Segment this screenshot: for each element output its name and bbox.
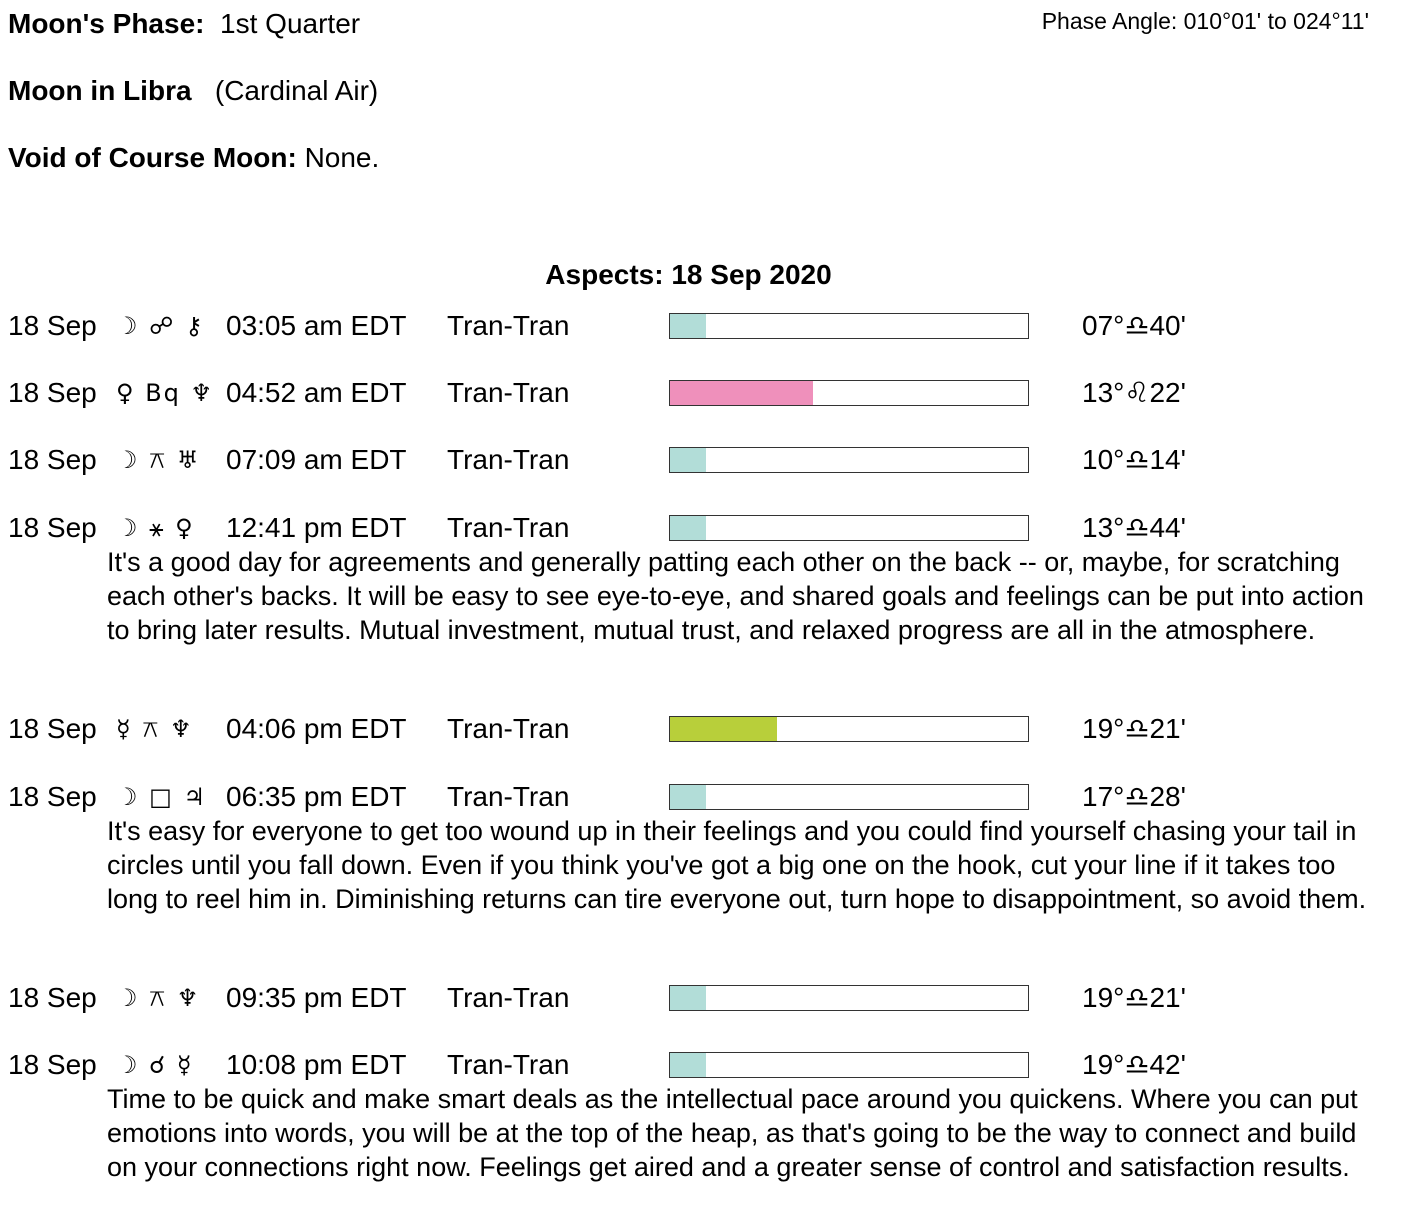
aspect-position: 13°♌22' xyxy=(1082,377,1186,408)
aspect-position: 19°♎42' xyxy=(1082,1049,1186,1080)
aspect-row xyxy=(0,440,1407,480)
aspect-time: 07:09 am EDT xyxy=(226,444,407,475)
aspect-glyphs: ☽ ⚹ ♀ xyxy=(116,514,195,542)
aspect-row xyxy=(0,978,1407,1018)
aspect-type: Tran-Tran xyxy=(447,1049,570,1080)
aspect-type: Tran-Tran xyxy=(447,310,570,341)
aspect-interpretation: It's a good day for agreements and generally patting each other on the back -- or, maybe, for scratching each other's backs. It will be easy to see eye-to-eye, and shared goals and feelings can be put into action to bring later results. Mutual investment, mutual trust, and relaxed progress are all in the atmosphere. xyxy=(107,547,1364,645)
aspect-time: 10:08 pm EDT xyxy=(226,1049,407,1080)
strength-bar-fill xyxy=(670,785,706,809)
strength-bar-fill xyxy=(670,717,777,741)
strength-bar-fill xyxy=(670,1053,706,1077)
aspect-date: 18 Sep xyxy=(8,713,97,744)
aspect-position: 07°♎40' xyxy=(1082,310,1186,341)
aspect-date: 18 Sep xyxy=(8,982,97,1013)
aspect-glyphs: ☽ ⚻ ♆ xyxy=(116,984,201,1012)
aspect-glyphs: ☽ ☌ ☿ xyxy=(116,1051,194,1079)
aspect-glyphs: ☿ ⚻ ♆ xyxy=(116,715,194,743)
aspect-position: 13°♎44' xyxy=(1082,512,1186,543)
aspect-glyphs: ☽ ☍ ⚷ xyxy=(116,312,205,340)
aspect-interpretation: Time to be quick and make smart deals as the intellectual pace around you quickens. Where you can put emotions into words, you will be at the top of the heap, as that's going to be the way to connect and build on your connections right now. Feelings get aired and a greater sense of control and satisfaction results. xyxy=(107,1084,1358,1182)
aspect-row xyxy=(0,777,1407,817)
strength-bar xyxy=(669,313,1029,339)
aspect-glyphs: ☽ ⚻ ♅ xyxy=(116,446,201,474)
aspect-type: Tran-Tran xyxy=(447,444,570,475)
aspect-type: Tran-Tran xyxy=(447,713,570,744)
aspect-type: Tran-Tran xyxy=(447,377,570,408)
aspects-title: Aspects: 18 Sep 2020 xyxy=(545,259,832,290)
moon-sign-line xyxy=(8,75,378,107)
aspect-type: Tran-Tran xyxy=(447,781,570,812)
aspect-time: 09:35 pm EDT xyxy=(226,982,407,1013)
phase-angle: Phase Angle: 010°01' to 024°11' xyxy=(1041,8,1369,34)
strength-bar xyxy=(669,380,1029,406)
aspect-position: 10°♎14' xyxy=(1082,444,1186,475)
aspect-time: 04:06 pm EDT xyxy=(226,713,407,744)
aspect-date: 18 Sep xyxy=(8,512,97,543)
aspect-position: 17°♎28' xyxy=(1082,781,1186,812)
aspect-row xyxy=(0,306,1407,346)
moon-phase-value: 1st Quarter xyxy=(220,8,361,39)
moon-phase-label: Moon's Phase: xyxy=(8,8,205,39)
moon-sign-element: (Cardinal Air) xyxy=(214,75,379,106)
aspect-row xyxy=(0,508,1407,548)
strength-bar xyxy=(669,985,1029,1011)
aspect-date: 18 Sep xyxy=(8,781,97,812)
aspect-glyphs: ♀ Bq ♆ xyxy=(116,379,215,407)
aspect-row xyxy=(0,1045,1407,1085)
aspect-row xyxy=(0,709,1407,749)
strength-bar xyxy=(669,784,1029,810)
void-of-course-value: None. xyxy=(304,142,380,173)
strength-bar-fill xyxy=(670,986,706,1010)
strength-bar xyxy=(669,515,1029,541)
strength-bar xyxy=(669,716,1029,742)
void-of-course-label: Void of Course Moon: xyxy=(8,142,297,173)
aspect-date: 18 Sep xyxy=(8,377,97,408)
aspect-position: 19°♎21' xyxy=(1082,713,1186,744)
moon-sign-label: Moon in Libra xyxy=(8,75,192,106)
aspect-position: 19°♎21' xyxy=(1082,982,1186,1013)
void-of-course-line xyxy=(8,142,379,174)
strength-bar xyxy=(669,1052,1029,1078)
aspect-date: 18 Sep xyxy=(8,310,97,341)
aspect-glyphs: ☽ □ ♃ xyxy=(116,783,207,811)
strength-bar-fill xyxy=(670,516,706,540)
aspect-time: 12:41 pm EDT xyxy=(226,512,407,543)
aspect-type: Tran-Tran xyxy=(447,512,570,543)
aspect-date: 18 Sep xyxy=(8,1049,97,1080)
aspect-time: 04:52 am EDT xyxy=(226,377,407,408)
strength-bar xyxy=(669,447,1029,473)
aspect-type: Tran-Tran xyxy=(447,982,570,1013)
aspect-date: 18 Sep xyxy=(8,444,97,475)
strength-bar-fill xyxy=(670,381,813,405)
aspect-row xyxy=(0,373,1407,413)
strength-bar-fill xyxy=(670,448,706,472)
aspect-time: 03:05 am EDT xyxy=(226,310,407,341)
strength-bar-fill xyxy=(670,314,706,338)
aspect-interpretation: It's easy for everyone to get too wound up in their feelings and you could find yourself chasing your tail in circles until you fall down. Even if you think you've got a big one on the hook, cut your line if it takes too long to reel him in. Diminishing returns can tire everyone out, turn hope to disappointment, so avoid them. xyxy=(107,816,1367,914)
moon-phase-line xyxy=(8,8,360,40)
aspect-time: 06:35 pm EDT xyxy=(226,781,407,812)
